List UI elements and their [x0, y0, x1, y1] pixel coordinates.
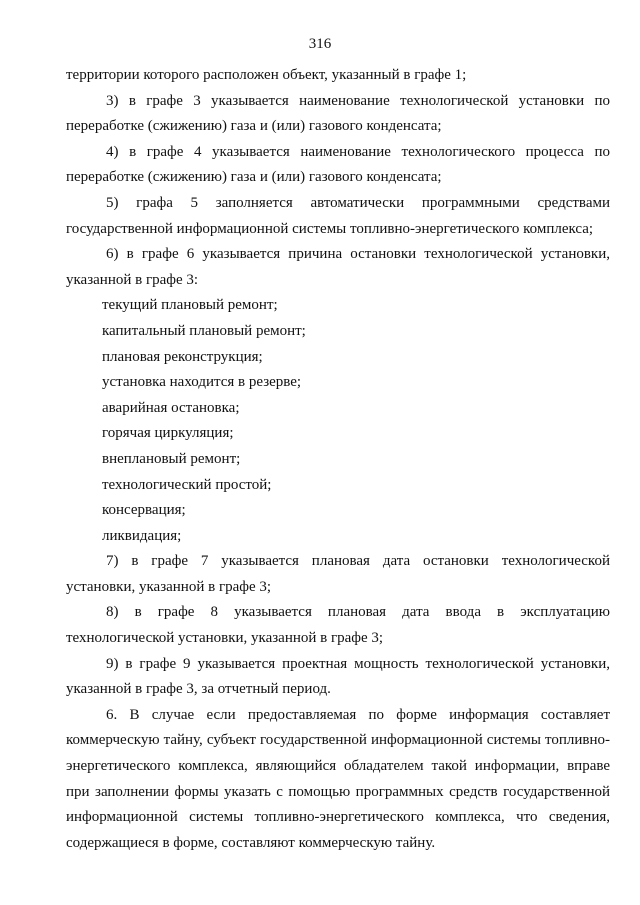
paragraph-continuation: территории которого расположен объект, указанный в графе 1; [66, 67, 467, 83]
paragraph-item-4: 4) в графе 4 указывается наименование технологического процесса по переработке (сжижению) газа и (или) газового конденсата; [66, 143, 610, 186]
paragraph-item-5: 5) графа 5 заполняется автоматически программными средствами государственной информационной системы топливно-энергетического комплекса; [66, 194, 610, 237]
list-item: горячая циркуляция; [102, 425, 234, 442]
paragraph-item-6: 6) в графе 6 указывается причина остановки технологической установки, указанной в графе 3: [66, 246, 610, 288]
list-item: внеплановый ремонт; [102, 450, 241, 467]
list-item: консервация; [102, 502, 186, 519]
list-item: текущий плановый ремонт; [102, 297, 278, 314]
paragraph-item-3: 3) в графе 3 указывается наименование технологической установки по переработке (сжижению) газа и (или) газового конденсата; [66, 92, 610, 135]
paragraph-item-9: 9) в графе 9 указывается проектная мощность технологической установки, указанной в графе 3, за отчетный период. [66, 655, 610, 698]
list-item: ликвидация; [102, 527, 182, 544]
list-item: установка находится в резерве; [102, 374, 302, 391]
paragraph-item-8: 8) в графе 8 указывается плановая дата ввода в эксплуатацию технологической установки, указанной в графе 3; [66, 604, 610, 647]
paragraph-item-7: 7) в графе 7 указывается плановая дата остановки технологической установки, указанной в графе 3; [66, 553, 610, 595]
paragraph-section-6: 6. В случае если предоставляемая по форме информация составляет коммерческую тайну, субъект государственной информационной системы топливно-энергетического комплекса, являющийся обладателем такой информации, вправе при заполнении формы указать с помощью программных средств государственной информационной системы топливно-энергетического комплекса, что сведения, содержащиеся в форме, составляют коммерческую тайну. [66, 706, 610, 851]
document-body [66, 63, 610, 856]
list-item: технологический простой; [102, 476, 272, 493]
page-number: 316 [308, 36, 332, 52]
list-item: плановая реконструкция; [102, 348, 263, 365]
list-item: капитальный плановый ремонт; [102, 322, 306, 339]
list-item: аварийная остановка; [102, 399, 240, 416]
